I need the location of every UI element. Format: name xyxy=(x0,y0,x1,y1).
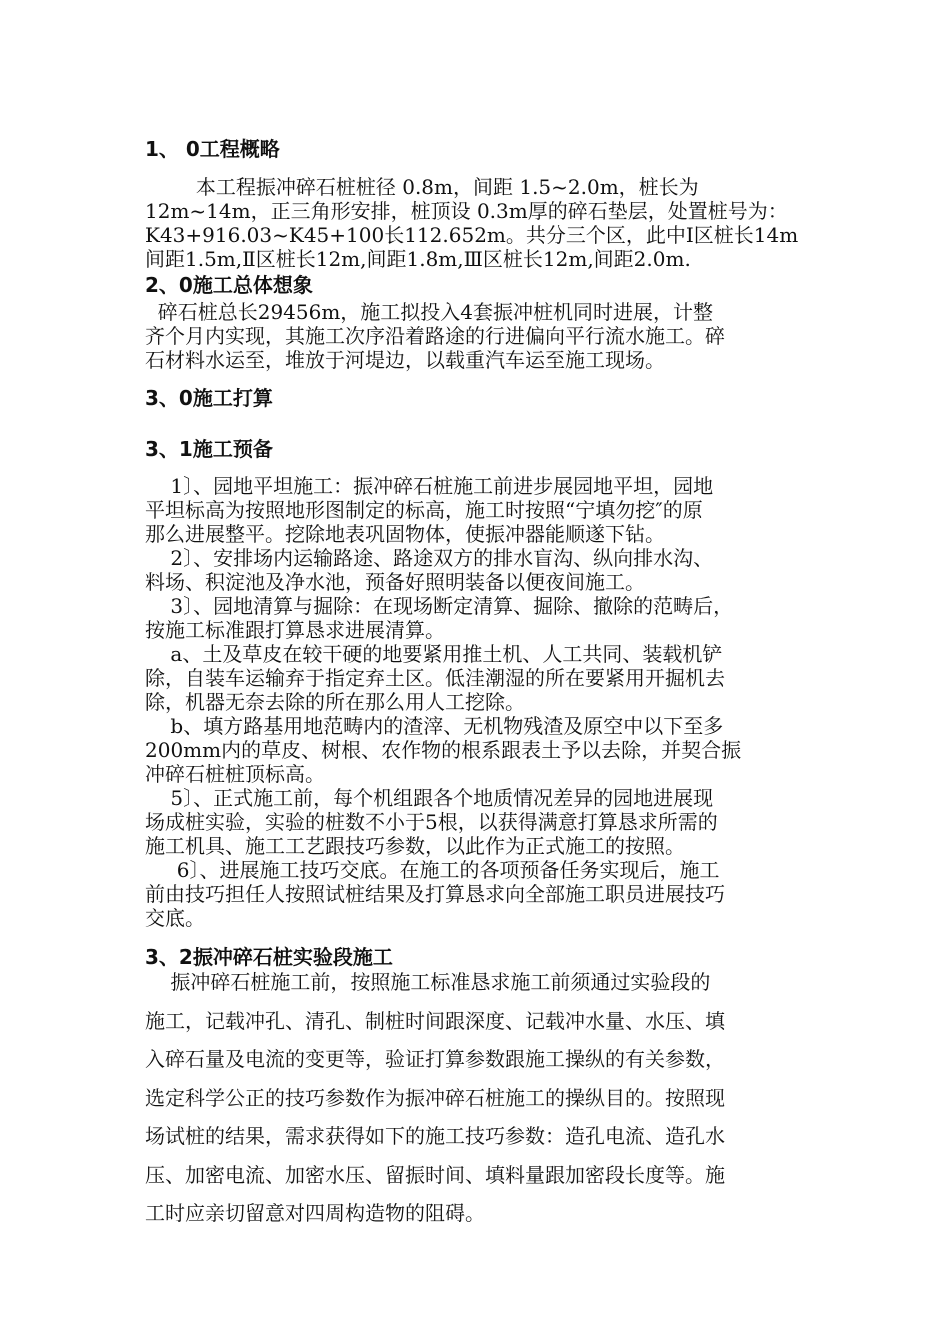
text-line: 交底。 xyxy=(145,906,205,930)
text-line: 除，机器无奈去除的所在那么用人工挖除。 xyxy=(145,690,525,714)
text-line: 场成桩实验，实验的桩数不小于5根，以获得满意打算恳求所需的 xyxy=(145,810,718,834)
text-line: 入碎石量及电流的变更等，验证打算参数跟施工操纵的有关参数， xyxy=(145,1047,725,1071)
text-line: 工时应亲切留意对四周构造物的阻碍。 xyxy=(145,1201,485,1225)
text-line: 施工，记载冲孔、清孔、制桩时间跟深度、记载冲水量、水压、填 xyxy=(145,1008,725,1033)
paragraph-preparation xyxy=(145,474,820,930)
section-heading-trial-section: 3、2振冲碎石桩实验段施工 xyxy=(145,945,393,969)
text-line: 前由技巧担任人按照试桩结果及打算恳求向全部施工职员进展技巧 xyxy=(145,882,725,906)
text-line: 按施工标准跟打算恳求进展清算。 xyxy=(145,618,445,642)
text-line: 平坦标高为按照地形图制定的标高，施工时按照“宁填勿挖″的原 xyxy=(145,498,703,522)
paragraph-trial-section xyxy=(145,963,820,1233)
text-line: K43+916.03~K45+100长112.652m。共分三个区，此中Ⅰ区桩长14m xyxy=(145,223,799,247)
text-line: 振冲碎石桩施工前，按照施工标准恳求施工前须通过实验段的 xyxy=(145,970,711,994)
text-line: 200mm内的草皮、树根、农作物的根系跟表土予以去除，并契合振 xyxy=(145,738,742,762)
paragraph-overview xyxy=(145,175,820,271)
text-line: 压、加密电流、加密水压、留振时间、填料量跟加密段长度等。施 xyxy=(145,1162,725,1187)
text-line: 碎石桩总长29456m，施工拟投入4套振冲桩机同时进展，计整 xyxy=(145,300,714,324)
text-line: 那么进展整平。挖除地表巩固物体，使振冲器能顺遂下钻。 xyxy=(145,522,665,546)
text-line: b、填方路基用地范畴内的渣滓、无机物残渣及原空中以下至多 xyxy=(145,714,724,738)
text-line: 石材料水运至，堆放于河堤边，以载重汽车运至施工现场。 xyxy=(145,348,665,372)
text-line: 1〕、园地平坦施工：振冲碎石桩施工前进步展园地平坦，园地 xyxy=(145,474,714,498)
text-line: 冲碎石桩桩顶标高。 xyxy=(145,762,325,786)
section-heading-general-plan: 2、0施工总体想象 xyxy=(145,273,313,297)
text-line: 齐个月内实现，其施工次序沿着路途的行进偏向平行流水施工。碎 xyxy=(145,324,725,348)
text-line: 2〕、安排场内运输路途、路途双方的排水盲沟、纵向排水沟、 xyxy=(145,546,714,570)
text-line: 选定科学公正的技巧参数作为振冲碎石桩施工的操纵目的。按照现 xyxy=(145,1085,725,1110)
text-line: 5〕、正式施工前，每个机组跟各个地质情况差异的园地进展现 xyxy=(145,786,714,810)
text-line: 间距1.5m,Ⅱ区桩长12m,间距1.8m,Ⅲ区桩长12m,间距2.0m. xyxy=(145,247,691,271)
section-heading-overview: 1、 0工程概略 xyxy=(145,137,280,161)
text-line: 料场、积淀池及净水池，预备好照明装备以便夜间施工。 xyxy=(145,570,645,594)
text-line: 场试桩的结果，需求获得如下的施工技巧参数：造孔电流、造孔水 xyxy=(145,1124,725,1148)
text-line: 施工机具、施工工艺跟技巧参数，以此作为正式施工的按照。 xyxy=(145,834,685,858)
text-line: 6〕、进展施工技巧交底。在施工的各项预备任务实现后，施工 xyxy=(145,858,720,882)
text-line: 本工程振冲碎石桩桩径 0.8m，间距 1.5~2.0m，桩长为 xyxy=(145,175,699,199)
text-line: a、土及草皮在较干硬的地要紧用推土机、人工共同、装载机铲 xyxy=(145,642,723,666)
paragraph-general-plan xyxy=(145,300,820,372)
text-line: 除，自装车运输弃于指定弃土区。低洼潮湿的所在要紧用开掘机去 xyxy=(145,666,725,690)
text-line: 3〕、园地清算与掘除：在现场断定清算、掘除、撤除的范畴后， xyxy=(145,594,734,618)
section-heading-construction-plan: 3、0施工打算 xyxy=(145,386,273,410)
section-heading-preparation: 3、1施工预备 xyxy=(145,437,273,461)
text-line: 12m~14m，正三角形安排，桩顶设 0.3m厚的碎石垫层，处置桩号为： xyxy=(145,199,788,223)
